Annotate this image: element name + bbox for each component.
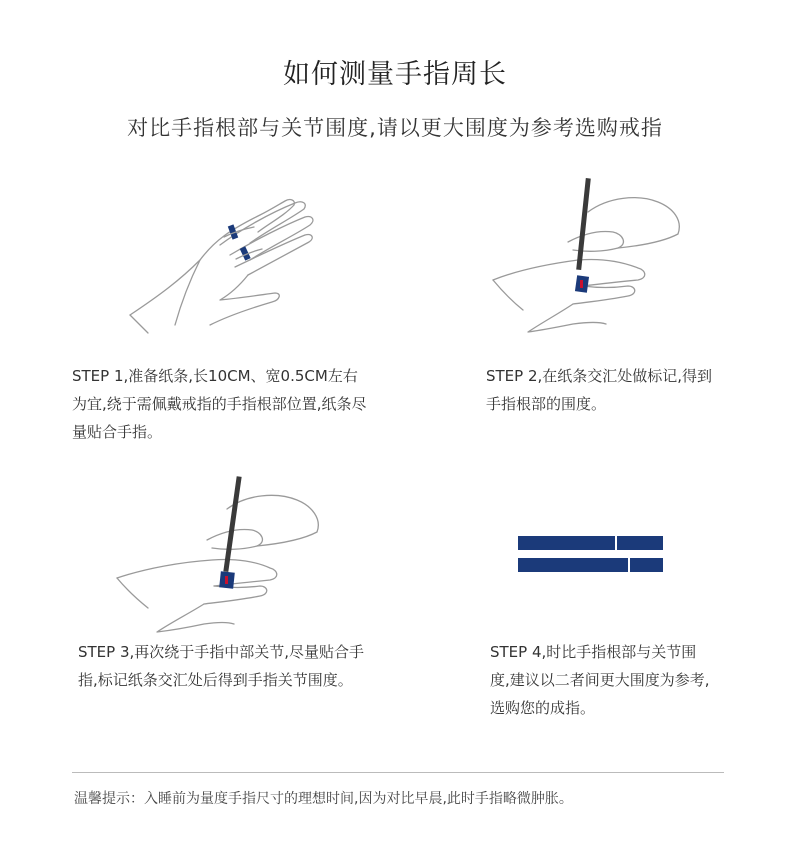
step2-text: STEP 2,在纸条交汇处做标记,得到手指根部的围度。 [486, 367, 713, 413]
step3-hand-illustration [112, 474, 337, 639]
step4-text: STEP 4,时比手指根部与关节围度,建议以二者间更大围度为参考,选购您的成指。 [490, 643, 710, 717]
page-title: 如何测量手指周长 [283, 59, 507, 90]
step2-hand-illustration [488, 172, 698, 342]
footer-tip: 温馨提示：入睡前为量度手指尺寸的理想时间,因为对比早晨,此时手指略微肿胀。 [74, 791, 573, 807]
page-subtitle: 对比手指根部与关节围度,请以更大围度为参考选购戒指 [127, 116, 663, 140]
step3-text: STEP 3,再次绕于手指中部关节,尽量贴合手指,标记纸条交汇处后得到手指关节围度。 [78, 643, 365, 689]
footer-divider [72, 772, 724, 773]
step1-hand-illustration [120, 185, 330, 335]
step4-strips-illustration [518, 536, 664, 574]
step1-text: STEP 1,准备纸条,长10CM、宽0.5CM左右为宜,绕于需佩戴戒指的手指根部位置,纸条尽量贴合手指。 [72, 367, 367, 441]
